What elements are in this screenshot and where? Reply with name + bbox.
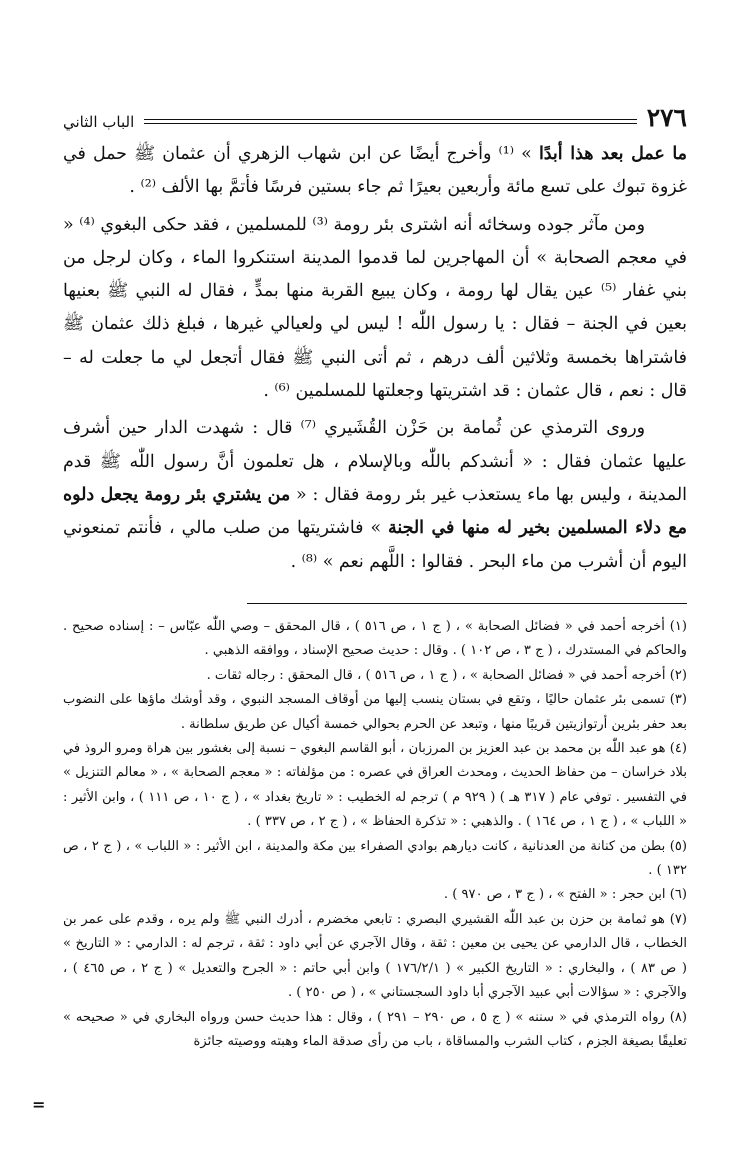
paragraph-3-text-b: » فاشتريتها من صلب مالي ، فأنتم تمنعوني اليوم أن أشرب من ماء البحر . فقالوا : اللَّهم نعم » ⁽⁸⁾ . (63, 518, 687, 572)
paragraph-3 (63, 412, 687, 578)
footnote-5: (٥) بطن من كنانة من العدنانية ، كانت ديارهم بوادي الصفراء بين مكة والمدينة ، ابن الأثير : « اللباب » ، ( ج ٢ ، ص ١٣٢ ) . (63, 838, 687, 879)
footnote-separator (247, 603, 687, 604)
footnote-7: (٧) هو ثمامة بن حزن بن عبد اللّٰه القشيري البصري : تابعي مخضرم ، أدرك النبي ﷺ ولم يره ، وقدم على عمر بن الخطاب ، قال الدارمي عن يحيى بن معين : ثقة ، وقال الآجري عن أبي داود : ثقة ، ترجم له : الدارمي : « التاريخ » ( ص ٨٣ ) ، والبخاري : « التاريخ الكبير » ( ١٧٦/٢/١ ) وابن أبي حاتم : « الجرح والتعديل » ( ج ٢ ، ص ٤٦٥ ) ، والآجري : « سؤالات أبي عبيد الآجري أبا داود السجستاني » ، ( ص ٢٥٠ ) . (63, 911, 688, 1001)
page-header (63, 96, 687, 130)
paragraph-1 (63, 138, 687, 205)
footnote-3: (٣) تسمى بئر عثمان حاليًا ، وتقع في بستان ينسب إليها من أوقاف المسجد النبوي ، وقد أوشك ماؤها على النضوب بعد حفر بئرين أرتوازيتين قريبًا منها ، وتبعد عن الحرم بحوالي خمسة أكيال عن طريق سلطانة . (63, 692, 687, 732)
hadith-bold: من يشتري بئر رومة يجعل دلوه مع دلاء المسلمين بخير له منها في الجنة (63, 484, 687, 539)
quote-bold: ما عمل بعد هذا أبدًا (538, 144, 687, 164)
footnotes (63, 615, 687, 1054)
main-text (63, 138, 687, 579)
footnote-8: (٨) رواه الترمذي في « سننه » ( ج ٥ ، ص ٢٩٠ – ٢٩١ ) ، وقال : هذا حديث حسن ورواه البخاري في « صحيحه » تعليقًا بصيغة الجزم ، كتاب الشرب والمساقاة ، باب من رأى صدقة الماء وهبته ووصيته جائزة (63, 1009, 687, 1049)
paragraph-2: ومن مآثر جوده وسخائه أنه اشترى بئر رومة ⁽³⁾ للمسلمين ، فقد حكى البغوي ⁽⁴⁾ « في معجم الصحابة » أن المهاجرين لما قدموا المدينة استنكروا الماء ، وكان لرجل من بني غفار ⁽⁵⁾ عين يقال لها رومة ، وكان يبيع القربة منها بمدٍّ ، فقال له النبي ﷺ بعنيها بعين في الجنة – فقال : يا رسول اللّٰه ! ليس لي ولعيالي غيرها ، فبلغ ذلك عثمان ﷺ فاشتراها بخمسة وثلاثين ألف درهم ، ثم أتى النبي ﷺ فقال أتجعل لي ما جعلت له – قال : نعم ، قال عثمان : قد اشتريتها وجعلتها للمسلمين ⁽⁶⁾ . (63, 214, 687, 402)
footnote-1: (١) أخرجه أحمد في « فضائل الصحابة » ، ( ج ١ ، ص ٥١٦ ) ، قال المحقق – وصي اللّٰه عبّاس – : إسناده صحيح . والحاكم في المستدرك ، ( ج ٣ ، ص ١٠٢ ) . وقال : حديث صحيح الإسناد ، ووافقه الذهبي . (63, 619, 687, 659)
continuation-mark: = (32, 1095, 46, 1114)
page-number: ٢٧٦ (646, 103, 687, 132)
header-rule (144, 119, 636, 124)
chapter-title: الباب الثاني (63, 113, 135, 131)
footnote-2: (٢) أخرجه أحمد في « فضائل الصحابة » ، ( ج ١ ، ص ٥١٦ ) ، قال المحقق : رجاله ثقات . (206, 667, 687, 683)
footnote-4: (٤) هو عبد اللّٰه بن محمد بن عبد العزيز بن المرزبان ، أبو القاسم البغوي – نسبة إلى بغشور بين هراة ومرو الروذ في بلاد خراسان – من حفاظ الحديث ، ومحدث العراق في عصره : من مؤلفاته : « معجم الصحابة » ، « معالم التنزيل » في التفسير . توفي عام ( ٣١٧ هـ ) ( ٩٢٩ م ) ترجم له الخطيب : « تاريخ بغداد » ، ( ج ١٠ ، ص ١١١ ) ، وابن الأثير : « اللباب » ، ( ج ١ ، ص ١٦٤ ) . والذهبي : « تذكرة الحفاظ » ، ( ج ٢ ، ص ٣٣٧ ) . (63, 741, 687, 830)
paragraph-3-text-a: وروى الترمذي عن ثُمامة بن حَزْن القُشَيري ⁽⁷⁾ قال : شهدت الدار حين أشرف عليها عثمان فقال : « أنشدكم باللّٰه وبالإسلام ، هل تعلمون أنَّ رسول اللّٰه ﷺ قدم المدينة ، وليس بها ماء يستعذب غير بئر رومة فقال : « (63, 418, 687, 505)
footnote-6: (٦) ابن حجر : « الفتح » ، ( ج ٣ ، ص ٩٧٠ ) . (443, 887, 687, 903)
paragraph-1-text: » ⁽¹⁾ وأخرج أيضًا عن ابن شهاب الزهري أن عثمان ﷺ حمل في غزوة تبوك على تسع مائة وأربعين بعيرًا ثم جاء بستين فرسًا فأتمَّ بها الألف ⁽²⁾ . (63, 144, 687, 198)
